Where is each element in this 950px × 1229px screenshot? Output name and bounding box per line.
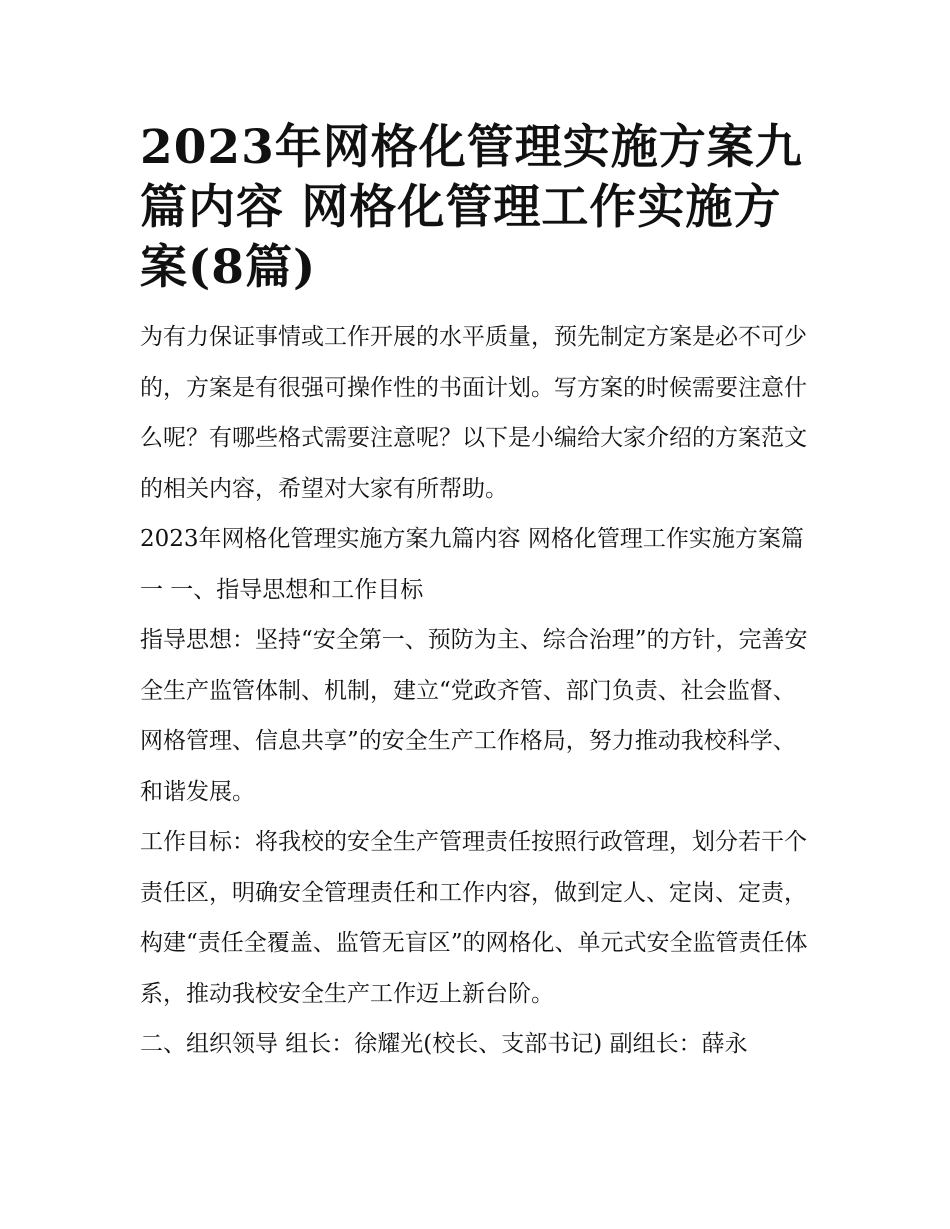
document-page: [140, 118, 815, 1070]
intro-paragraph: 为有力保证事情或工作开展的水平质量，预先制定方案是必不可少的，方案是有很强可操作性的书面计划。写方案的时候需要注意什么呢？有哪些格式需要注意呢？以下是小编给大家介绍的方案范文的相关内容，希望对大家有所帮助。: [140, 324, 807, 502]
section-heading-paragraph: 2023年网格化管理实施方案九篇内容 网格化管理工作实施方案篇一 一、指导思想和工作目标: [140, 526, 804, 603]
document-title: 2023年网格化管理实施方案九篇内容 网格化管理工作实施方案(8篇): [140, 120, 803, 295]
organization-paragraph: 二、组织领导 组长：徐耀光(校长、支部书记) 副组长：薛永: [140, 1031, 748, 1057]
guiding-ideology-paragraph: 指导思想：坚持“安全第一、预防为主、综合治理”的方针，完善安全生产监管体制、机制，建立“党政齐管、部门负责、社会监督、网格管理、信息共享”的安全生产工作格局，努力推动我校科学、和谐发展。: [140, 627, 808, 805]
work-goal-paragraph: 工作目标：将我校的安全生产管理责任按照行政管理，划分若干个责任区，明确安全管理责任和工作内容，做到定人、定岗、定责，构建“责任全覆盖、监管无盲区”的网格化、单元式安全监管责任体系，推动我校安全生产工作迈上新台阶。: [140, 829, 808, 1007]
